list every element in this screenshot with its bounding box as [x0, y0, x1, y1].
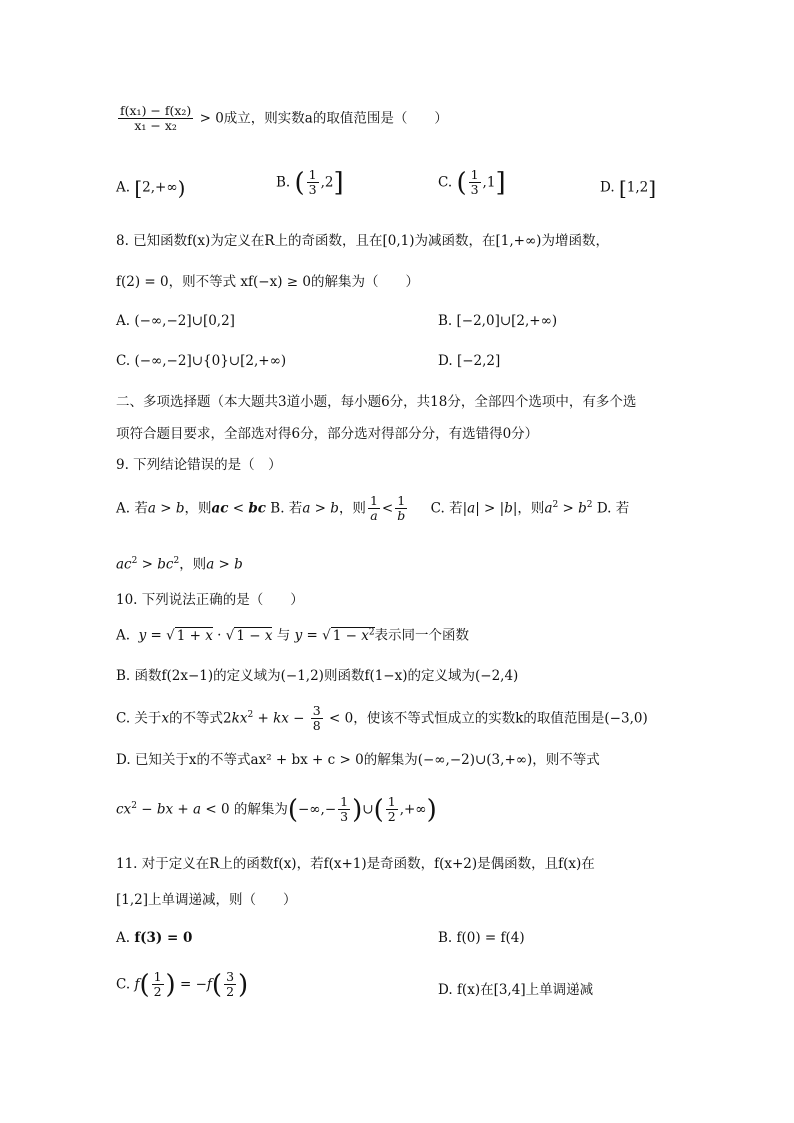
q11-stem-2: [1,2]上单调递减，则（ ）	[116, 892, 297, 908]
q7-option-d: D. [1,2]	[600, 176, 657, 200]
option-label: D.	[600, 179, 615, 196]
q10-stem: 10. 下列说法正确的是（ ）	[116, 592, 304, 608]
option-label: B.	[276, 174, 291, 191]
q9-stem: 9. 下列结论错误的是（ ）	[116, 457, 282, 473]
option-value: [−2,0]∪[2,+∞)	[456, 313, 558, 329]
q11-option-a	[116, 930, 192, 946]
fraction	[118, 104, 193, 134]
q10-option-a: A. y = √ 1 + x · √ 1 − x 与 y = √ $1 - x^2$表示同一个函数	[116, 627, 470, 644]
q10-option-d-cont: $cx^2$ − bx + a < 0 的解集为(−∞,− $\frac{1}{3}$ )∪( $\frac{1}{2}$ ,+∞)	[116, 794, 437, 825]
q11-stem: 11. 对于定义在R上的函数f(x)，若f(x+1)是奇函数，f(x+2)是偶函数，且f(x)在	[116, 856, 595, 872]
q9-options-row: A. 若a > b，则ac < bc B. 若a > b，则 $\frac{1}{a}$ < $\frac{1}{b}$ C. 若|a| > |b|，则$a^2 > b^2$ D. 若	[116, 493, 630, 524]
option-label: B.	[438, 930, 453, 946]
option-label: D.	[438, 353, 453, 369]
option-value: (−∞,−2]∪{0}∪[2,+∞)	[134, 353, 287, 369]
q7-condition-text: > 0成立，则实数a的取值范围是（ ）	[199, 110, 448, 127]
q8-option-a	[116, 313, 235, 329]
fraction-denominator: x₁ − x₂	[134, 118, 177, 134]
section-2-header-line-2: 项符合题目要求，全部选对得6分，部分选对得部分分，有选错得0分）	[116, 426, 539, 442]
option-label: C.	[116, 353, 131, 369]
q8-stem-2: f(2) = 0，则不等式 xf(−x) ≥ 0的解集为（ ）	[116, 274, 419, 290]
q7-condition	[116, 104, 448, 134]
option-label: C.	[438, 174, 453, 191]
option-label: A.	[116, 313, 131, 329]
option-value: (−∞,−2]∪[0,2]	[134, 313, 235, 329]
q10-option-a-text: 表示同一个函数	[374, 627, 470, 644]
section-2-header-line-1: 二、多项选择题（本大题共3道小题，每小题6分，共18分，全部四个选项中，有多个选	[116, 394, 637, 410]
q11-option-d	[438, 982, 593, 998]
option-label: A.	[116, 930, 131, 946]
fraction-numerator: f(x₁) − f(x₂)	[120, 103, 192, 118]
option-value: f(x)在[3,4]上单调递减	[456, 982, 594, 998]
option-value: f(3) = 0	[134, 930, 193, 946]
option-value: f(0) = f(4)	[456, 930, 525, 946]
q8-option-c	[116, 353, 286, 369]
q10-option-c: C. 关于x的不等式$2kx^2$ + kx − $\frac{3}{8}$ < 0，使该不等式恒成立的实数k的取值范围是(−3,0)	[116, 703, 648, 734]
q8-option-b	[438, 313, 557, 329]
q10-option-d: D. 已知关于x的不等式ax² + bx + c > 0的解集为(−∞,−2)∪(3,+∞)，则不等式	[116, 752, 600, 768]
q8-stem: 8. 已知函数f(x)为定义在R上的奇函数，且在[0,1)为减函数，在[1,+∞)为增函数，	[116, 233, 609, 249]
q7-option-a: A. [2,+∞)	[116, 176, 186, 200]
q11-option-c: C. f( $\frac{1}{2}$ ) = −f( $\frac{3}{2}$ )	[116, 969, 249, 1000]
option-label: B.	[438, 313, 453, 329]
q11-option-b	[438, 930, 525, 946]
q7-option-c: C. ( $\frac{1}{3}$ ,1]	[438, 167, 506, 198]
option-label: D.	[438, 982, 453, 998]
q8-option-d	[438, 353, 500, 369]
q7-option-b: B. ( $\frac{1}{3}$ ,2]	[276, 167, 344, 198]
q10-option-b: B. 函数f(2x−1)的定义域为(−1,2)则函数f(1−x)的定义域为(−2,4)	[116, 668, 519, 684]
option-label: C.	[116, 976, 131, 993]
q9-option-d-cont: $ac^2 > bc^2$，则a > b	[116, 556, 243, 573]
option-value: [−2,2]	[456, 353, 501, 369]
option-label: A.	[116, 179, 131, 196]
q10-option-c-text: ，使该不等式恒成立的实数k的取值范围是(−3,0)	[353, 710, 648, 727]
